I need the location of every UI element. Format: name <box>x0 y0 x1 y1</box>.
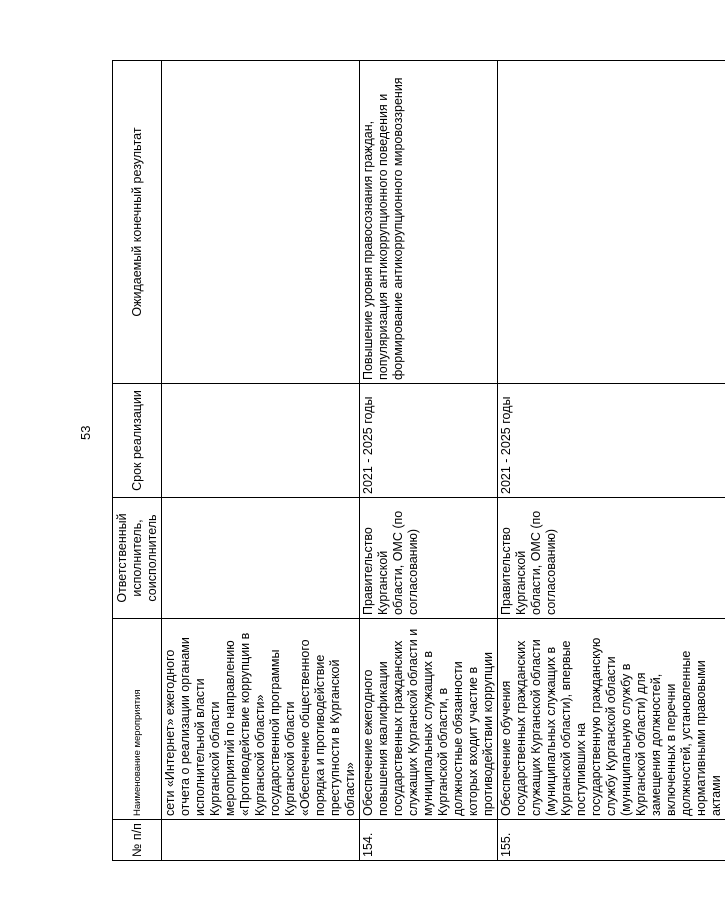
header-responsible: Ответственный исполнитель, соисполнитель <box>113 498 162 619</box>
row-responsible <box>162 498 360 619</box>
rotated-table-container <box>112 61 723 861</box>
row-term: 2021 - 2025 годы <box>498 384 725 498</box>
row-num <box>162 820 360 861</box>
row-num: 154. <box>360 820 498 861</box>
row-term <box>162 384 360 498</box>
table-row <box>498 61 725 861</box>
header-term: Срок реализации <box>113 384 162 498</box>
row-num: 155. <box>498 820 725 861</box>
header-name: Наименование мероприятия <box>113 619 162 820</box>
table-header-row <box>113 61 162 861</box>
row-term: 2021 - 2025 годы <box>360 384 498 498</box>
header-num: № п/п <box>113 820 162 861</box>
table-row <box>360 61 498 861</box>
row-responsible: Правительство Курганской области, ОМС (по согласованию) <box>360 498 498 619</box>
row-result <box>498 61 725 384</box>
row-name: Обеспечение обучения государственных гражданских служащих Курганской области (муниципальных служащих в Курганской области), впервые поступивших на государственную гражданскую службу Курганской области (муниципальную службу в Курганской области) для замещения должностей, включенных в перечни должностей, установленные нормативными правовыми актами <box>498 619 725 820</box>
row-name: Обеспечение ежегодного повышения квалификации государственных гражданских служащих Курганской области и муниципальных служащих в Курганской области, в должностные обязанности которых входит участие в противодействии коррупции <box>360 619 498 820</box>
page-number: 53 <box>78 425 93 440</box>
header-result: Ожидаемый конечный результат <box>113 61 162 384</box>
row-result: Повышение уровня правосознания граждан, популяризация антикоррупционного поведения и формирование антикоррупционного мировоззрения <box>360 61 498 384</box>
row-result <box>162 61 360 384</box>
table-row <box>162 61 360 861</box>
row-name: сети «Интернет» ежегодного отчета о реализации органами исполнительной власти Курганской области мероприятий по направлению «Противодействие коррупции в Курганской области» государственной программы Курганской области «Обеспечение общественного порядка и противодействие преступности в Курганской области» <box>162 619 360 820</box>
measures-table <box>112 60 725 861</box>
row-responsible: Правительство Курганской области, ОМС (по согласованию) <box>498 498 725 619</box>
